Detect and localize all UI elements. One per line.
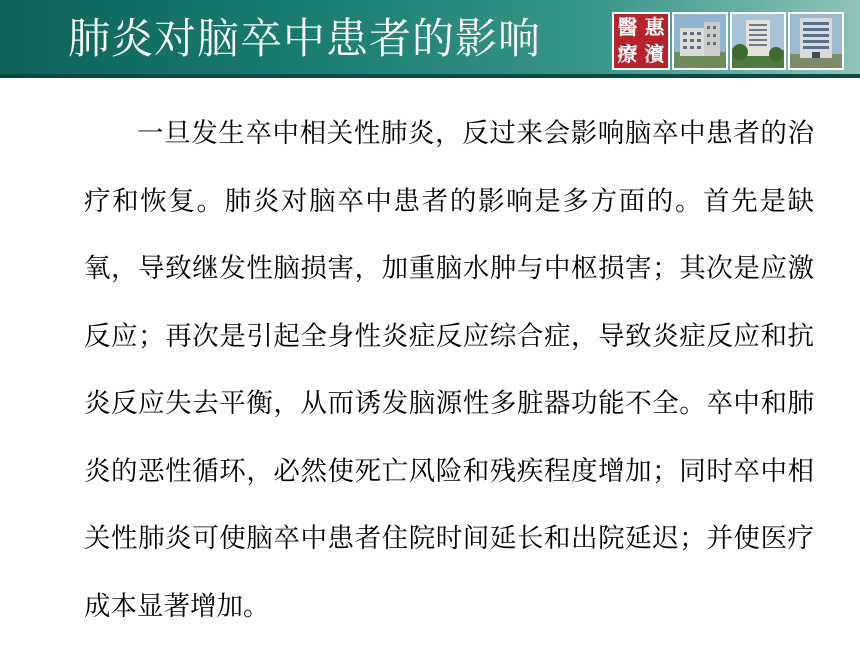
logo-char: 療 [617, 42, 638, 66]
logo-char: 醫 [617, 15, 638, 39]
hospital-photo-1 [672, 12, 728, 70]
hospital-photo-2 [730, 12, 786, 70]
header-bar [0, 0, 860, 78]
hospital-logo [612, 12, 670, 70]
logo-char: 惠 [644, 15, 665, 39]
logo-char: 濱 [644, 42, 665, 66]
hospital-photo-3 [788, 12, 844, 70]
slide-title: 肺炎对脑卒中患者的影响 [68, 14, 542, 63]
content-paragraph: 一旦发生卒中相关性肺炎，反过来会影响脑卒中患者的治疗和恢复。肺炎对脑卒中患者的影响是多方面的。首先是缺氧，导致继发性脑损害，加重脑水肿与中枢损害；其次是应激反应；再次是引起全身性炎症反应综合症，导致炎症反应和抗炎反应失去平衡，从而诱发脑源性多脏器功能不全。卒中和肺炎的恶性循环，必然使死亡风险和残疾程度增加；同时卒中相关性肺炎可使脑卒中患者住院时间延长和出院延迟；并使医疗成本显著增加。 [84, 118, 814, 622]
